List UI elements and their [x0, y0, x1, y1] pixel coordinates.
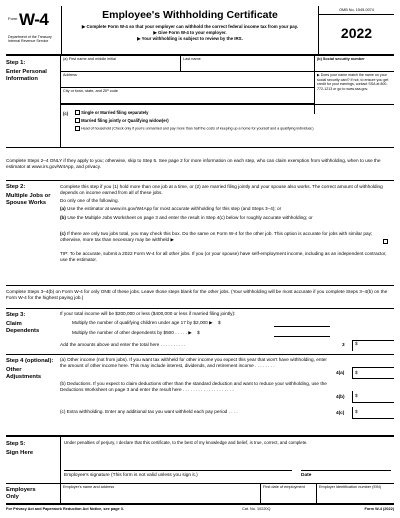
first-date-field[interactable]: First date of employment: [260, 484, 316, 504]
tax-year: 2022: [340, 25, 373, 41]
first-name-field[interactable]: (a) First name and middle initial: [60, 56, 180, 72]
step-3-total-line: Add the amounts above and enter the total here . . . . . . . . . .: [60, 342, 186, 347]
step-2-option-a: (a) Use the estimator at www.irs.gov/W4App for most accurate withholding for this step (and Steps 3–4); or: [60, 206, 282, 211]
line-4b-number: 4(b): [336, 394, 345, 399]
step-4-label: Step 4 (optional):: [6, 358, 54, 364]
date-label: Date: [301, 473, 312, 478]
step-1-sublabel: Enter Personal Information: [6, 69, 47, 82]
step-4c-text: (c) Extra withholding. Enter any additional tax you want withheld each pay period . . . .: [60, 409, 238, 414]
signature-label: Employee's signature (This form is not valid unless you sign it.): [64, 473, 198, 478]
ssn-field[interactable]: (b) Social security number: [314, 56, 394, 72]
employer-name-field[interactable]: Employer's name and address: [60, 484, 260, 504]
step-3-intro: If your total income will be $200,000 or less ($400,000 or less if married filing jointly):: [60, 311, 236, 316]
step-3-section: [6, 308, 394, 354]
employers-only-label: Employers Only: [6, 487, 36, 500]
form-header: [6, 6, 394, 56]
step-2-sublabel: Multiple Jobs or Spouse Works: [6, 193, 51, 206]
year-block: [318, 6, 394, 54]
step-1-section: [6, 56, 394, 148]
step-3-total-field[interactable]: $: [352, 340, 394, 351]
perjury-statement: Under penalties of perjury, I declare that this certificate, to the best of my knowledge and belief, is true, correct, and complete.: [64, 440, 308, 445]
catalog-number: Cat. No. 10220Q: [242, 507, 271, 511]
step-5-sublabel: Sign Here: [6, 450, 34, 456]
line-4a-field[interactable]: $: [352, 367, 394, 379]
instructions-steps-3-4: Complete Steps 3–4(b) on Form W-4 for only ONE of these jobs. Leave those steps blank for the other jobs. (Your withholding will be most accurate if you complete Steps 3–4(b) on the Form W-4 for the highest paying job.): [6, 289, 388, 300]
step-4a-text: (a) Other income (not from jobs). If you want tax withheld for other income you expect this year that won't have withholding, enter the amount of other income here. This may include interest, dividends, and retirement income . . . . . . . .: [60, 357, 327, 368]
step-4b-text: (b) Deductions. If you expect to claim deductions other than the standard deduction and want to reduce your withholding, use the Deductions Worksheet on page 3 and enter the result here . . . . . . . . . . . . . . . . . . . .: [60, 381, 327, 392]
line-4c-field[interactable]: $: [352, 407, 394, 419]
form-title: Employee's Withholding Certificate: [102, 9, 278, 21]
checkbox[interactable]: [75, 118, 80, 123]
line-4c-number: 4(c): [336, 410, 345, 415]
instructions-steps-2-4: Complete Steps 2–4 ONLY if they apply to you; otherwise, skip to Step 5. See page 2 for more information on each step, who can claim exemption from withholding, when to use the estimator at www.irs.gov/W4App, and privacy.: [6, 158, 381, 169]
two-jobs-checkbox[interactable]: [383, 239, 388, 244]
step-1-label: Step 1: Enter Personal Information: [6, 60, 56, 83]
step-2-label: Step 2:: [6, 184, 26, 190]
step-3-dependents-line: Multiply the number of other dependents by $500 . . . . . ▶ $: [72, 330, 200, 335]
filing-option-married[interactable]: Married filing jointly or Qualifying widow(er): [75, 118, 169, 123]
line-4b-field[interactable]: $: [352, 391, 394, 403]
dependents-amount-field[interactable]: [274, 336, 330, 337]
step-2-tip: TIP: To be accurate, submit a 2022 Form W-4 for all other jobs. If you (or your spouse) have self-employment income, including as an independent contractor, use the estimator.: [60, 251, 387, 262]
step-3-children-line: Multiply the number of qualifying children under age 17 by $2,000 ▶ $: [72, 320, 221, 325]
last-name-field[interactable]: Last name: [180, 56, 314, 72]
step-3-line-number: 3: [342, 342, 345, 347]
step-2-section: [6, 180, 394, 286]
step-2-do-only: Do only one of the following.: [60, 198, 119, 203]
title-block: [62, 6, 318, 54]
step-2-option-b: (b) Use the Multiple Jobs Worksheet on page 3 and enter the result in Step 4(c) below for roughly accurate withholding; or: [60, 215, 313, 220]
form-id-block: [6, 6, 62, 54]
line-4a-number: 4(a): [336, 370, 345, 375]
filing-option-head[interactable]: Head of household (Check only if you're unmarried and pay more than half the costs of keeping up a home for yourself and a qualifying individual.): [75, 126, 393, 131]
date-field[interactable]: [301, 457, 391, 471]
step-3-sublabel: Claim Dependents: [6, 321, 40, 334]
header-bullet: ▶ Give Form W-4 to your employer.: [153, 30, 227, 35]
form-number: W-4: [19, 10, 49, 29]
address-field[interactable]: Address: [60, 72, 314, 88]
filing-option-single[interactable]: Single or Married filing separately: [75, 110, 148, 115]
omb-number: OMB No. 1545-0074: [319, 6, 394, 15]
checkbox[interactable]: [75, 110, 80, 115]
ein-field[interactable]: Employer identification number (EIN): [316, 484, 394, 504]
footer-form-name: Form W-4 (2022): [364, 507, 394, 511]
header-bullet: ▶ Complete Form W-4 so that your employer can withhold the correct federal income tax from your pay.: [81, 24, 299, 29]
w4-form: [6, 6, 394, 512]
checkbox[interactable]: [75, 126, 80, 131]
step-5-label: Step 5:: [6, 441, 26, 447]
header-bullet: ▶ Your withholding is subject to review by the IRS.: [137, 36, 243, 41]
city-field[interactable]: City or town, state, and ZIP code: [60, 88, 314, 104]
form-label: Form: [8, 16, 18, 21]
filing-status: (c) Single or Married filing separately Married filing jointly or Qualifying widow(er) Head of household (Check only if you're unmarried and pay more than half the costs of keeping up a home for yourself and a qualifying individual.): [60, 104, 394, 148]
privacy-notice: For Privacy Act and Paperwork Reduction Act Notice, see page 3.: [6, 507, 124, 511]
step-5-section: [6, 435, 394, 483]
department: Department of the Treasury Internal Revenue Service: [8, 35, 52, 44]
signature-field[interactable]: [64, 457, 292, 471]
form-footer: [6, 503, 394, 512]
employers-only-section: [6, 483, 394, 503]
step-2-option-c: (c) If there are only two jobs total, you may check this box. Do the same on Form W-4 for the other job. This option is accurate for jobs with similar pay; otherwise, more tax than necessary may be withheld ▶: [60, 231, 373, 242]
step-4-sublabel: Other Adjustments: [6, 367, 42, 380]
step-4-section: [6, 354, 394, 435]
ssn-note: ▶ Does your name match the name on your social security card? If not, to ensure you get credit for your earnings, contact SSA at 800-772-1213 or go to www.ssa.gov.: [314, 72, 394, 114]
step-2-intro: Complete this step if you (1) hold more than one job at a time, or (2) are married filing jointly and your spouse also works. The correct amount of withholding depends on income earned from all of these jobs.: [60, 184, 383, 195]
step-3-label: Step 3:: [6, 312, 26, 318]
children-amount-field[interactable]: [274, 326, 330, 327]
